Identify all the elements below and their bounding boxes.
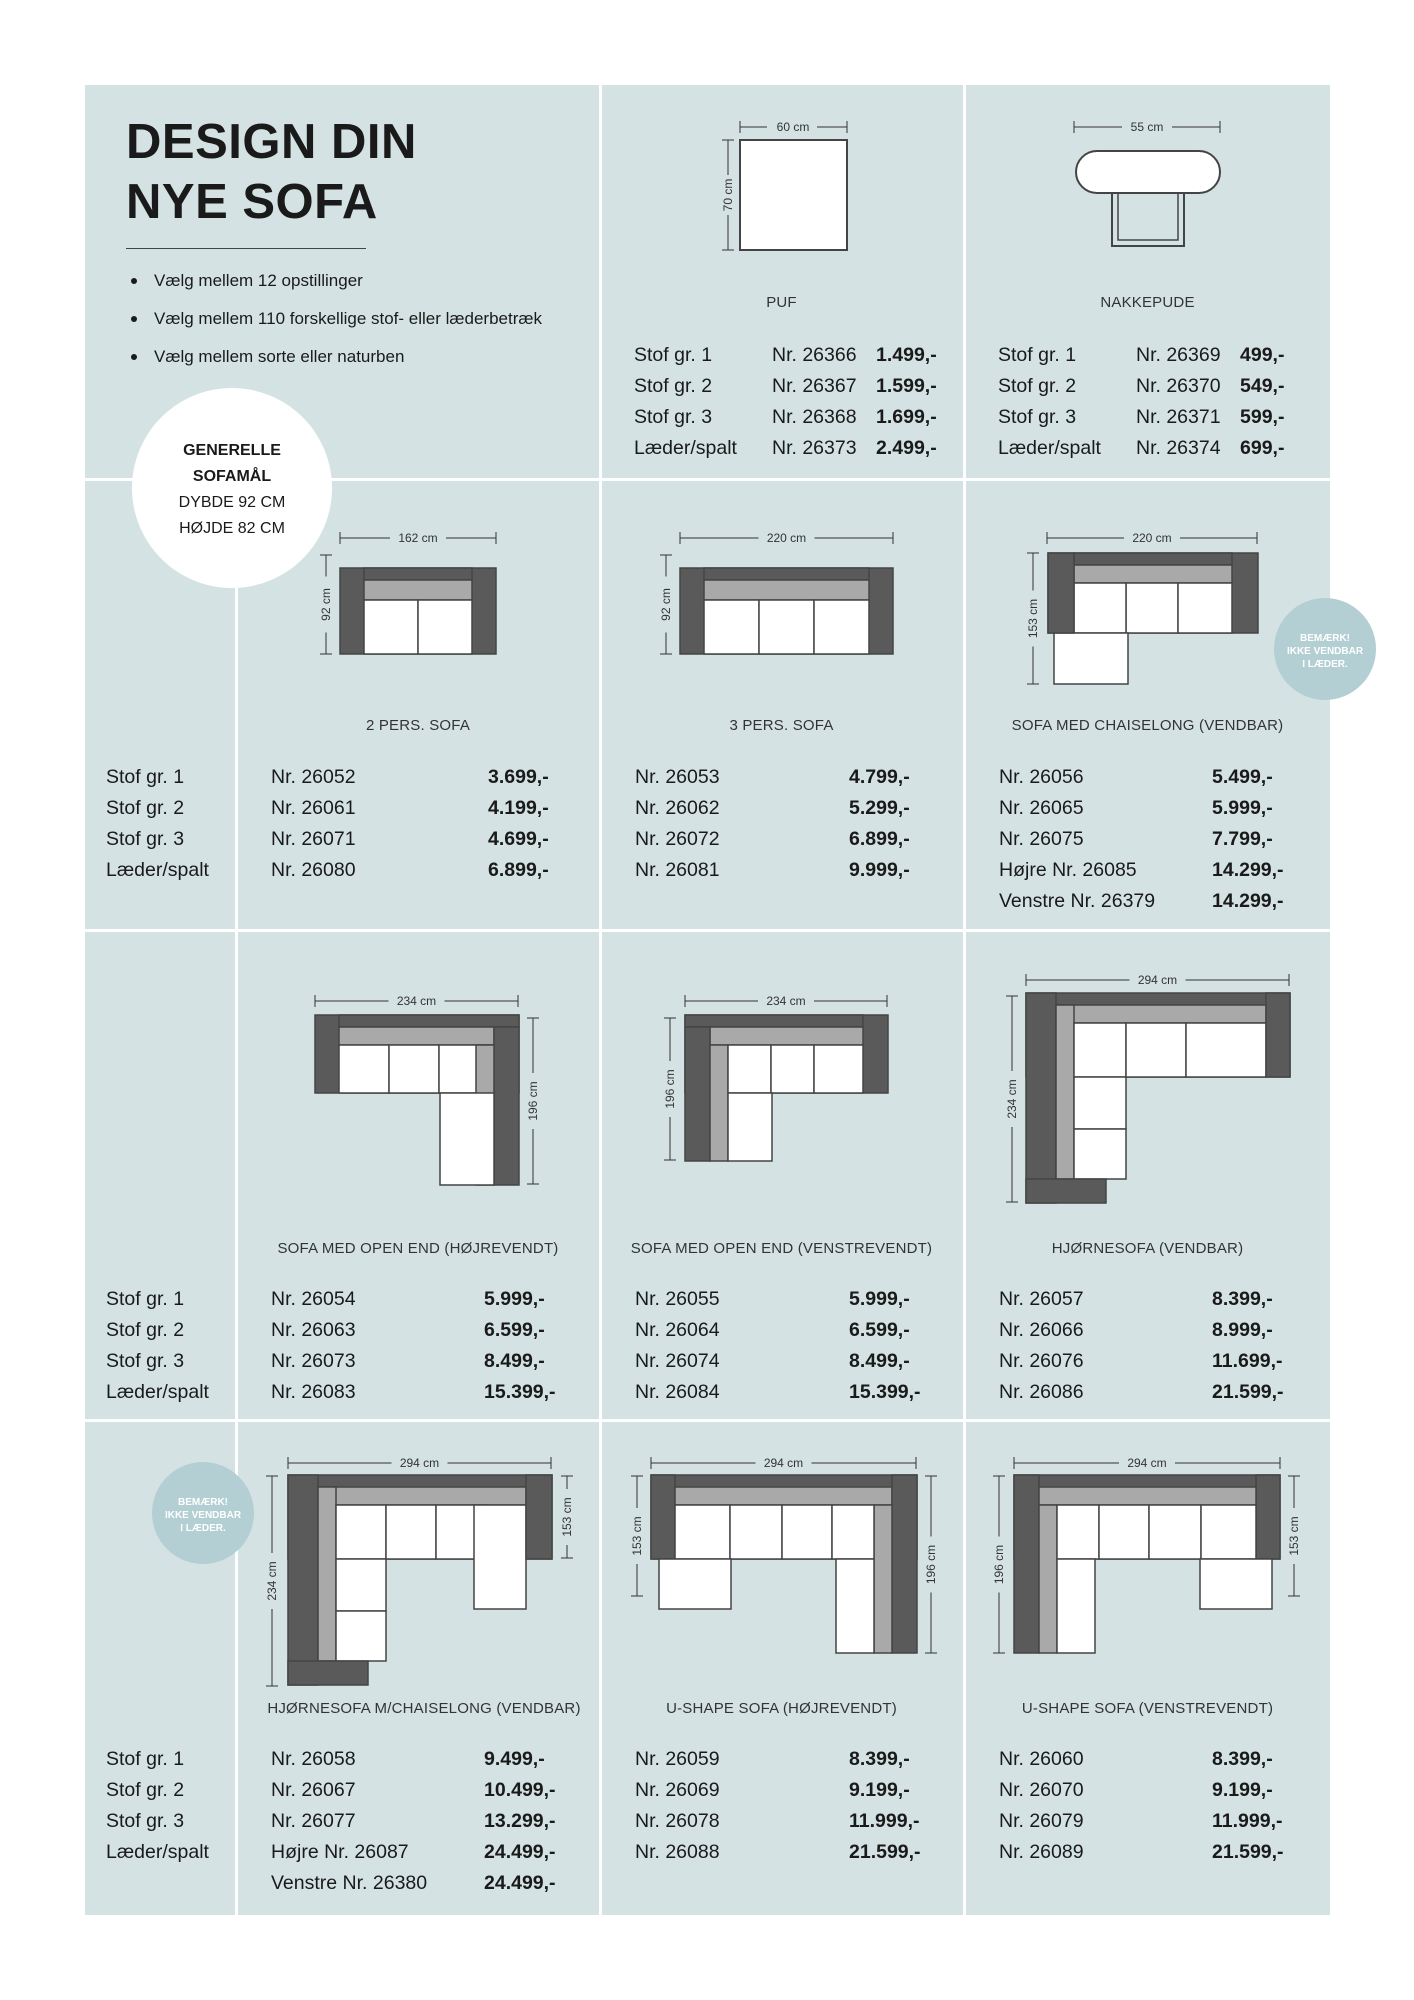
price-table bbox=[1136, 340, 1221, 464]
side-back bbox=[494, 1027, 519, 1185]
price: 5.999,- bbox=[484, 1288, 545, 1310]
armrest bbox=[1048, 553, 1074, 633]
article-number: Nr. 26072 bbox=[635, 828, 720, 850]
price: 9.199,- bbox=[1212, 1779, 1273, 1801]
openend_h-numbers bbox=[271, 1284, 356, 1408]
product-name: SOFA MED OPEN END (VENSTREVENDT) bbox=[630, 1240, 933, 1257]
seat-cushion bbox=[814, 1045, 863, 1093]
article-number: Nr. 26060 bbox=[999, 1748, 1084, 1770]
article-number: Nr. 26066 bbox=[999, 1319, 1084, 1341]
group-label: Læder/spalt bbox=[998, 437, 1101, 459]
dimension-label: 70 cm bbox=[721, 178, 735, 212]
article-number: Højre Nr. 26087 bbox=[271, 1841, 409, 1863]
article-number: Nr. 26084 bbox=[635, 1381, 720, 1403]
seat-cushion bbox=[364, 600, 418, 654]
product-name: SOFA MED OPEN END (HØJREVENDT) bbox=[277, 1240, 559, 1257]
seat-cushion bbox=[1149, 1505, 1201, 1559]
group-label: Læder/spalt bbox=[106, 859, 209, 881]
dimension-label: 153 cm bbox=[1026, 598, 1040, 639]
price: 21.599,- bbox=[1212, 1381, 1284, 1403]
dimension-label: 55 cm bbox=[1130, 120, 1164, 134]
side-back bbox=[685, 1027, 710, 1161]
price: 6.899,- bbox=[488, 859, 549, 881]
group-label: Stof gr. 2 bbox=[998, 375, 1077, 397]
price: 11.999,- bbox=[849, 1810, 920, 1832]
price: 599,- bbox=[1240, 406, 1285, 428]
group-label: Stof gr. 3 bbox=[998, 406, 1077, 428]
seat-cushion bbox=[336, 1505, 386, 1559]
group-label: Stof gr. 1 bbox=[998, 344, 1077, 366]
ushape_v-numbers bbox=[999, 1744, 1084, 1868]
group-label: Stof gr. 1 bbox=[106, 766, 185, 788]
article-number: Nr. 26063 bbox=[271, 1319, 356, 1341]
seat-cushion bbox=[1074, 583, 1126, 633]
article-number: Nr. 26366 bbox=[772, 344, 857, 366]
price: 8.399,- bbox=[1212, 1748, 1273, 1770]
note-line: I LÆDER. bbox=[1302, 659, 1348, 670]
seat-cushion bbox=[339, 1045, 389, 1093]
article-number: Nr. 26075 bbox=[999, 828, 1084, 850]
article-number: Nr. 26367 bbox=[772, 375, 857, 397]
hjoerne_chaise-prices bbox=[484, 1744, 556, 1899]
backrest bbox=[704, 568, 869, 580]
group-label: Læder/spalt bbox=[106, 1841, 209, 1863]
article-number: Nr. 26088 bbox=[635, 1841, 720, 1863]
price: 5.999,- bbox=[1212, 797, 1273, 819]
dimension-label: 153 cm bbox=[560, 1497, 574, 1537]
product-name: HJØRNESOFA M/CHAISELONG (VENDBAR) bbox=[267, 1700, 581, 1717]
article-number: Nr. 26065 bbox=[999, 797, 1084, 819]
price: 8.999,- bbox=[1212, 1319, 1273, 1341]
price: 7.799,- bbox=[1212, 828, 1273, 850]
chaise-cushion bbox=[1200, 1559, 1272, 1609]
article-number: Nr. 26069 bbox=[635, 1779, 720, 1801]
group-label: Stof gr. 3 bbox=[106, 1810, 185, 1832]
price: 5.499,- bbox=[1212, 766, 1273, 788]
note-line: IKKE VENDBAR bbox=[164, 1510, 242, 1521]
price: 15.399,- bbox=[849, 1381, 921, 1403]
article-number: Venstre Nr. 26380 bbox=[271, 1872, 428, 1894]
back-cushion bbox=[704, 580, 869, 600]
back-cushion bbox=[1056, 1005, 1266, 1023]
article-number: Nr. 26062 bbox=[635, 797, 720, 819]
back-cushion bbox=[675, 1487, 892, 1505]
product-name: 2 PERS. SOFA bbox=[365, 717, 471, 734]
price: 11.999,- bbox=[1212, 1810, 1283, 1832]
group-label: Stof gr. 2 bbox=[106, 797, 185, 819]
article-number: Nr. 26083 bbox=[271, 1381, 356, 1403]
dimension-label: 153 cm bbox=[1287, 1516, 1301, 1556]
price-table bbox=[876, 340, 937, 464]
seat-cushion bbox=[386, 1505, 436, 1559]
product-name: NAKKEPUDE bbox=[1100, 294, 1195, 311]
price: 1.599,- bbox=[876, 375, 937, 397]
seat-cushion bbox=[1099, 1505, 1149, 1559]
price: 1.699,- bbox=[876, 406, 937, 428]
article-number: Nr. 26076 bbox=[999, 1350, 1084, 1372]
price: 499,- bbox=[1240, 344, 1285, 366]
seat-cushion bbox=[728, 1045, 771, 1093]
article-number: Venstre Nr. 26379 bbox=[999, 890, 1156, 912]
chaise-cushion bbox=[1054, 633, 1128, 684]
side-back bbox=[892, 1475, 917, 1653]
price: 21.599,- bbox=[849, 1841, 921, 1863]
article-number: Nr. 26070 bbox=[999, 1779, 1084, 1801]
price: 8.399,- bbox=[849, 1748, 910, 1770]
group-labels bbox=[106, 1744, 209, 1868]
dimension-label: 196 cm bbox=[663, 1069, 677, 1109]
backrest bbox=[364, 568, 472, 580]
group-label: Stof gr. 3 bbox=[634, 406, 713, 428]
note-line: BEMÆRK! bbox=[178, 1497, 228, 1508]
price: 9.999,- bbox=[849, 859, 910, 881]
article-number: Nr. 26057 bbox=[999, 1288, 1084, 1310]
side-cushion bbox=[874, 1505, 892, 1653]
article-number: Nr. 26078 bbox=[635, 1810, 720, 1832]
article-number: Nr. 26370 bbox=[1136, 375, 1221, 397]
seat-cushion bbox=[440, 1093, 494, 1185]
article-number: Nr. 26056 bbox=[999, 766, 1084, 788]
article-number: Nr. 26055 bbox=[635, 1288, 720, 1310]
price: 3.699,- bbox=[488, 766, 549, 788]
price-table bbox=[634, 340, 737, 464]
price: 4.799,- bbox=[849, 766, 910, 788]
back-cushion bbox=[1074, 565, 1232, 583]
dimension-label: 294 cm bbox=[1127, 1456, 1167, 1470]
product-name: U-SHAPE SOFA (HØJREVENDT) bbox=[666, 1700, 897, 1717]
dimension-label: 92 cm bbox=[319, 588, 333, 621]
price: 24.499,- bbox=[484, 1841, 556, 1863]
article-number: Nr. 26077 bbox=[271, 1810, 356, 1832]
feature-item: Vælg mellem 12 opstillinger bbox=[130, 266, 542, 304]
product-name: 3 PERS. SOFA bbox=[729, 717, 834, 734]
article-number: Nr. 26054 bbox=[271, 1288, 356, 1310]
side-cushion bbox=[1039, 1505, 1057, 1653]
dimension-label: 220 cm bbox=[1132, 531, 1172, 545]
group-label: Læder/spalt bbox=[634, 437, 737, 459]
seat-cushion bbox=[1057, 1505, 1099, 1559]
badge-line: SOFAMÅL bbox=[192, 468, 272, 485]
badge-line: GENERELLE bbox=[183, 442, 281, 459]
dimension-label: 196 cm bbox=[924, 1544, 938, 1585]
sofa2-numbers bbox=[271, 762, 356, 886]
price: 1.499,- bbox=[876, 344, 937, 366]
price: 549,- bbox=[1240, 375, 1285, 397]
seat-cushion bbox=[1074, 1129, 1126, 1179]
dimension-label: 60 cm bbox=[776, 120, 810, 134]
article-number: Nr. 26073 bbox=[271, 1350, 356, 1372]
group-label: Stof gr. 2 bbox=[106, 1779, 185, 1801]
price: 14.299,- bbox=[1212, 890, 1284, 912]
dimension-label: 153 cm bbox=[630, 1516, 644, 1556]
seat-cushion bbox=[759, 600, 814, 654]
article-number: Nr. 26369 bbox=[1136, 344, 1221, 366]
seat-cushion bbox=[1074, 1023, 1126, 1077]
dimension-label: 294 cm bbox=[1137, 973, 1178, 987]
dimension-label: 162 cm bbox=[398, 531, 438, 545]
sofa3-prices bbox=[849, 762, 910, 886]
article-number: Nr. 26371 bbox=[1136, 406, 1221, 428]
price-table bbox=[772, 340, 857, 464]
backrest bbox=[339, 1015, 519, 1027]
dimension-label: 234 cm bbox=[396, 994, 437, 1008]
group-label: Stof gr. 1 bbox=[106, 1288, 185, 1310]
price-table bbox=[1240, 340, 1284, 464]
title-line: DESIGN DIN bbox=[126, 115, 417, 169]
side-back bbox=[1014, 1475, 1039, 1653]
openend_v-prices bbox=[849, 1284, 921, 1408]
product-name: HJØRNESOFA (VENDBAR) bbox=[1051, 1240, 1244, 1257]
article-number: Nr. 26064 bbox=[635, 1319, 720, 1341]
side-cushion bbox=[318, 1487, 336, 1661]
armrest bbox=[651, 1475, 675, 1559]
badge-line: HØJDE 82 CM bbox=[179, 520, 285, 537]
group-labels bbox=[106, 762, 209, 886]
backrest bbox=[1074, 553, 1232, 565]
price: 8.399,- bbox=[1212, 1288, 1273, 1310]
title-line: NYE SOFA bbox=[126, 175, 378, 229]
ushape_v-prices bbox=[1212, 1744, 1284, 1868]
seat-cushion bbox=[704, 600, 759, 654]
seat-cushion bbox=[771, 1045, 814, 1093]
article-number: Nr. 26061 bbox=[271, 797, 356, 819]
side-cushion bbox=[710, 1045, 728, 1161]
hjoerne-prices bbox=[1212, 1284, 1284, 1408]
product-name: U-SHAPE SOFA (VENSTREVENDT) bbox=[1021, 1700, 1274, 1717]
article-number: Nr. 26079 bbox=[999, 1810, 1084, 1832]
price: 6.599,- bbox=[484, 1319, 545, 1341]
seat-cushion bbox=[675, 1505, 730, 1559]
seat-cushion bbox=[1057, 1559, 1095, 1653]
back-cushion bbox=[710, 1027, 863, 1045]
article-number: Nr. 26368 bbox=[772, 406, 857, 428]
product-name: SOFA MED CHAISELONG (VENDBAR) bbox=[1011, 717, 1284, 734]
article-number: Nr. 26058 bbox=[271, 1748, 356, 1770]
seat-cushion bbox=[782, 1505, 832, 1559]
group-label: Stof gr. 2 bbox=[106, 1319, 185, 1341]
group-label: Stof gr. 1 bbox=[106, 1748, 185, 1770]
article-number: Nr. 26086 bbox=[999, 1381, 1084, 1403]
seat-cushion bbox=[728, 1093, 772, 1161]
price: 4.199,- bbox=[488, 797, 549, 819]
armrest bbox=[288, 1661, 368, 1685]
dimension-label: 294 cm bbox=[399, 1456, 440, 1470]
price: 5.999,- bbox=[849, 1288, 910, 1310]
article-number: Nr. 26373 bbox=[772, 437, 857, 459]
openend_h-prices bbox=[484, 1284, 556, 1408]
sofa2-prices bbox=[488, 762, 549, 886]
back-cushion bbox=[1039, 1487, 1256, 1505]
price: 15.399,- bbox=[484, 1381, 556, 1403]
price: 9.499,- bbox=[484, 1748, 545, 1770]
article-number: Nr. 26080 bbox=[271, 859, 356, 881]
back-cushion bbox=[339, 1027, 494, 1045]
seat-cushion bbox=[1126, 583, 1178, 633]
ushape_h-prices bbox=[849, 1744, 921, 1868]
dimension-label: 220 cm bbox=[766, 531, 807, 545]
product-name: PUF bbox=[766, 294, 797, 311]
side-cushion bbox=[1056, 1005, 1074, 1179]
side-back bbox=[288, 1475, 318, 1685]
seat-cushion bbox=[418, 600, 472, 654]
price: 6.899,- bbox=[849, 828, 910, 850]
dimension-label: 294 cm bbox=[763, 1456, 804, 1470]
note-line: I LÆDER. bbox=[180, 1523, 226, 1534]
seat-cushion bbox=[389, 1045, 439, 1093]
article-number: Nr. 26374 bbox=[1136, 437, 1221, 459]
price: 21.599,- bbox=[1212, 1841, 1284, 1863]
armrest bbox=[1026, 1179, 1106, 1203]
chaise-cushion bbox=[474, 1505, 526, 1609]
price: 8.499,- bbox=[484, 1350, 545, 1372]
feature-item: Vælg mellem 110 forskellige stof- eller læderbetræk bbox=[130, 304, 542, 342]
article-number: Nr. 26074 bbox=[635, 1350, 720, 1372]
group-label: Stof gr. 3 bbox=[106, 1350, 185, 1372]
seat-cushion bbox=[1201, 1505, 1256, 1559]
price-table bbox=[998, 340, 1101, 464]
price: 2.499,- bbox=[876, 437, 937, 459]
seat-cushion bbox=[730, 1505, 782, 1559]
openend_v-numbers bbox=[635, 1284, 720, 1408]
seat-cushion bbox=[1074, 1077, 1126, 1129]
armrest bbox=[1256, 1475, 1280, 1559]
article-number: Nr. 26081 bbox=[635, 859, 720, 881]
price: 4.699,- bbox=[488, 828, 549, 850]
sofa3-numbers bbox=[635, 762, 720, 886]
price: 9.199,- bbox=[849, 1779, 910, 1801]
armrest bbox=[1266, 993, 1290, 1077]
back-cushion bbox=[364, 580, 472, 600]
backrest bbox=[685, 1015, 863, 1027]
group-label: Stof gr. 2 bbox=[634, 375, 713, 397]
article-number: Nr. 26052 bbox=[271, 766, 356, 788]
armrest bbox=[526, 1475, 552, 1559]
price: 5.299,- bbox=[849, 797, 910, 819]
seat-cushion bbox=[336, 1559, 386, 1611]
feature-item: Vælg mellem sorte eller naturben bbox=[130, 342, 542, 380]
group-labels bbox=[106, 1284, 209, 1408]
hjoerne_chaise-numbers bbox=[271, 1744, 427, 1899]
price: 8.499,- bbox=[849, 1350, 910, 1372]
price: 6.599,- bbox=[849, 1319, 910, 1341]
price: 10.499,- bbox=[484, 1779, 556, 1801]
chaiselong-prices bbox=[1212, 762, 1284, 917]
dimension-label: 234 cm bbox=[766, 994, 806, 1008]
chaise-cushion bbox=[659, 1559, 731, 1609]
price: 24.499,- bbox=[484, 1872, 556, 1894]
dimension-label: 234 cm bbox=[265, 1561, 279, 1601]
seat-cushion bbox=[1126, 1023, 1186, 1077]
side-back bbox=[1026, 993, 1056, 1203]
article-number: Højre Nr. 26085 bbox=[999, 859, 1137, 881]
group-label: Stof gr. 1 bbox=[634, 344, 713, 366]
ushape_h-numbers bbox=[635, 1744, 720, 1868]
back-cushion bbox=[318, 1487, 526, 1505]
chaiselong-numbers bbox=[999, 762, 1155, 917]
seat-cushion bbox=[336, 1611, 386, 1661]
article-number: Nr. 26067 bbox=[271, 1779, 356, 1801]
article-number: Nr. 26059 bbox=[635, 1748, 720, 1770]
price: 14.299,- bbox=[1212, 859, 1284, 881]
dimension-label: 196 cm bbox=[526, 1081, 540, 1121]
article-number: Nr. 26071 bbox=[271, 828, 356, 850]
note-line: IKKE VENDBAR bbox=[1286, 646, 1364, 657]
article-number: Nr. 26089 bbox=[999, 1841, 1084, 1863]
seat-cushion bbox=[1186, 1023, 1266, 1077]
article-number: Nr. 26053 bbox=[635, 766, 720, 788]
seat-cushion bbox=[1178, 583, 1232, 633]
dimension-label: 196 cm bbox=[992, 1544, 1006, 1585]
dimension-label: 92 cm bbox=[659, 588, 673, 621]
price: 13.299,- bbox=[484, 1810, 556, 1832]
group-label: Stof gr. 3 bbox=[106, 828, 185, 850]
price: 699,- bbox=[1240, 437, 1285, 459]
seat-cushion bbox=[832, 1505, 874, 1559]
note-line: BEMÆRK! bbox=[1300, 633, 1350, 644]
group-label: Læder/spalt bbox=[106, 1381, 209, 1403]
hjoerne-numbers bbox=[999, 1284, 1084, 1408]
badge-line: DYBDE 92 CM bbox=[178, 494, 286, 511]
dimension-label: 234 cm bbox=[1005, 1079, 1019, 1119]
seat-cushion bbox=[836, 1559, 874, 1653]
seat-cushion bbox=[814, 600, 869, 654]
price: 11.699,- bbox=[1212, 1350, 1283, 1372]
